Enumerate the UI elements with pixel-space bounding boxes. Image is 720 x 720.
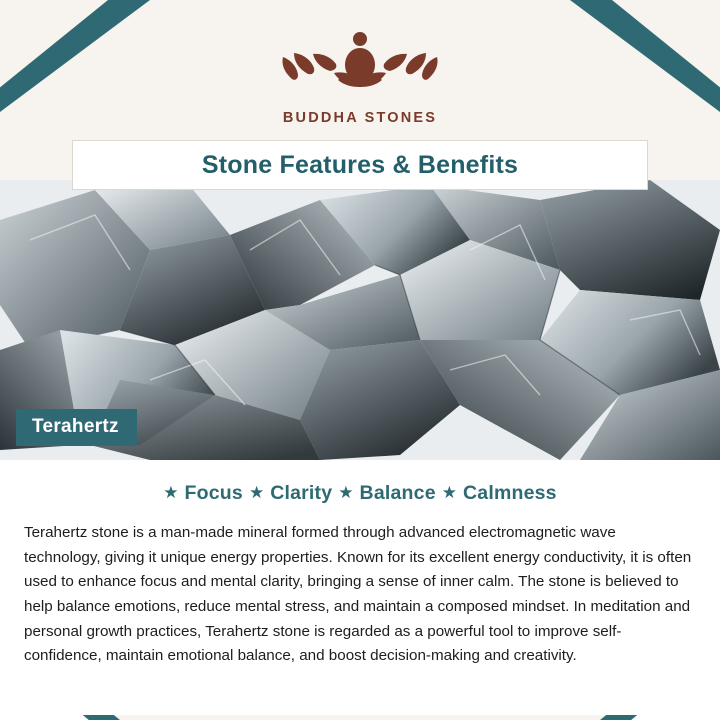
keyword-balance: Balance: [359, 482, 436, 504]
keyword-focus: Focus: [184, 482, 243, 504]
star-icon: ★: [248, 483, 265, 502]
page-title-bar: [72, 140, 648, 190]
keyword-clarity: Clarity: [270, 482, 333, 504]
keyword-calmness: Calmness: [463, 482, 557, 504]
star-icon: ★: [338, 483, 354, 502]
keyword-list: [24, 482, 696, 505]
star-icon: ★: [441, 483, 457, 502]
brand-block: [0, 0, 720, 126]
brand-name: BUDDHA STONES: [282, 110, 438, 126]
stone-description: Terahertz stone is a man-made mineral formed through advanced electromagnetic wave technology, giving it unique energy properties. Known for its excellent energy conductivity, it is often used to enhance focus and mental clarity, bringing a sense of inner calm. The stone is believed to help balance emotions, reduce mental stress, and maintain a composed mindset. In meditation and personal growth practices, Terahertz stone is regarded as a powerful tool to improve self-confidence, maintain emotional balance, and boost decision-making and creativity.: [24, 524, 692, 665]
page-title: Stone Features & Benefits: [201, 150, 519, 179]
hero-image: [0, 180, 720, 460]
stone-name-badge: Terahertz: [16, 409, 137, 446]
star-icon: ★: [163, 483, 179, 502]
lotus-meditation-figure-icon: [0, 24, 720, 102]
content-panel: [0, 460, 720, 715]
